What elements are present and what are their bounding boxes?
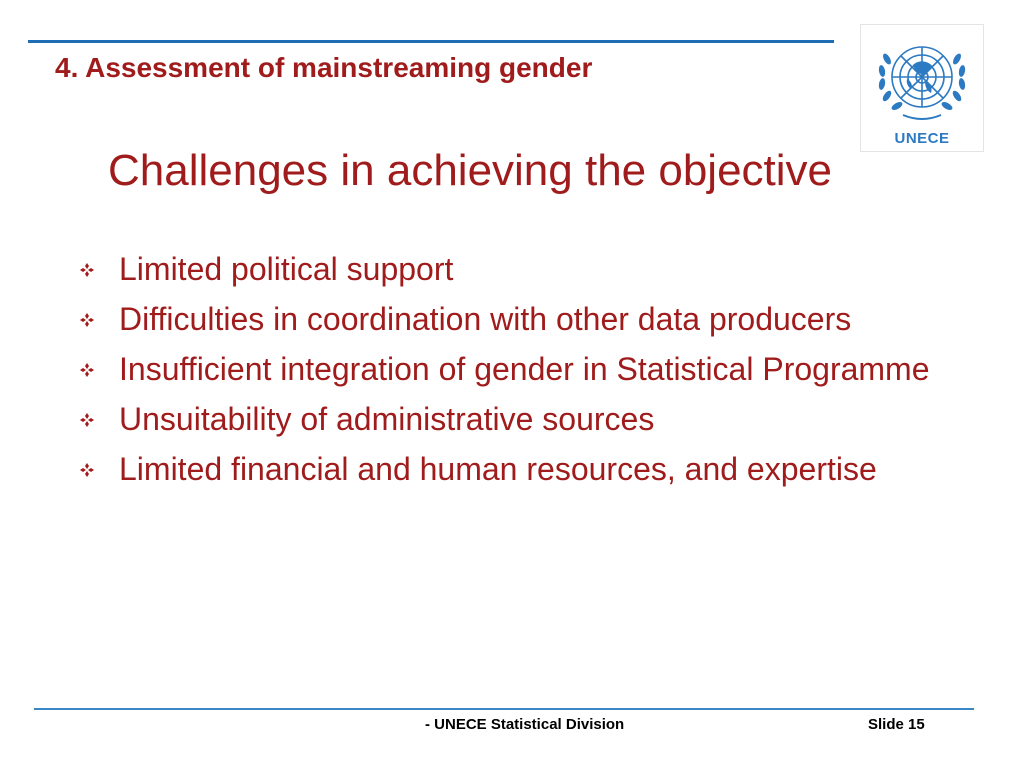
diamond-bullet-icon	[80, 463, 94, 477]
bullet-text: Difficulties in coordination with other data producers	[119, 301, 852, 337]
section-heading: 4. Assessment of mainstreaming gender	[55, 52, 593, 83]
footer-source: - UNECE Statistical Division	[425, 716, 625, 733]
un-emblem-icon	[867, 29, 977, 129]
bullet-text: Limited financial and human resources, and expertise	[119, 451, 877, 487]
diamond-bullet-icon	[80, 263, 94, 277]
list-item	[78, 348, 938, 391]
list-item	[78, 298, 938, 341]
unece-logo	[860, 24, 984, 152]
bullet-list	[78, 248, 938, 498]
bullet-text: Limited political support	[119, 251, 454, 287]
list-item	[78, 448, 938, 491]
list-item	[78, 248, 938, 291]
bullet-text: Unsuitability of administrative sources	[119, 401, 655, 437]
bottom-rule	[34, 708, 974, 710]
logo-wordmark: UNECE	[894, 130, 950, 147]
slide-number: Slide 15	[868, 716, 925, 733]
top-rule	[28, 40, 834, 43]
diamond-bullet-icon	[80, 363, 94, 377]
diamond-bullet-icon	[80, 413, 94, 427]
diamond-bullet-icon	[80, 313, 94, 327]
bullet-text: Insufficient integration of gender in Statistical Programme	[119, 351, 930, 387]
list-item	[78, 398, 938, 441]
slide-title: Challenges in achieving the objective	[108, 146, 833, 195]
